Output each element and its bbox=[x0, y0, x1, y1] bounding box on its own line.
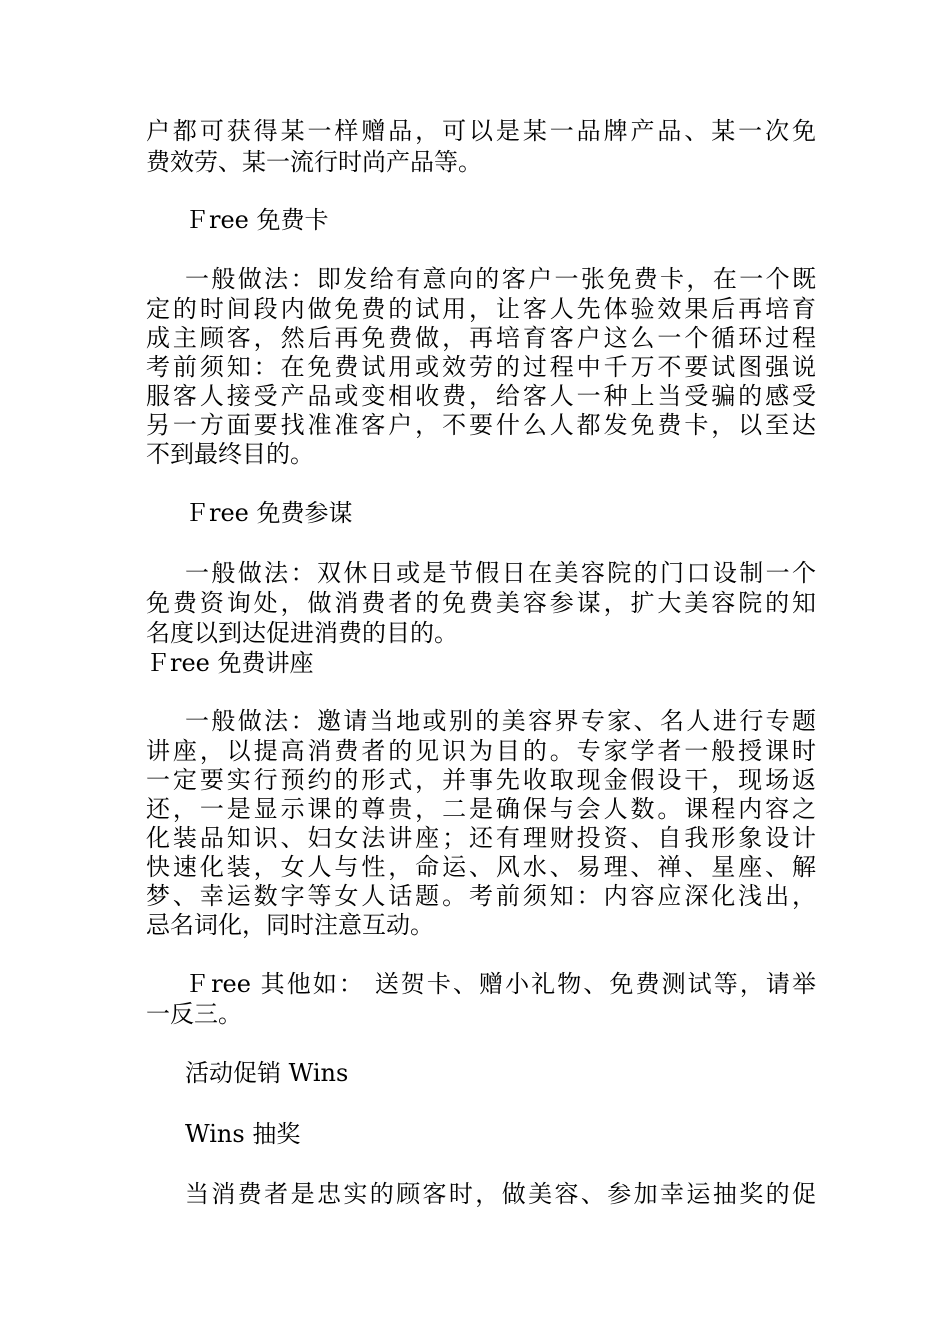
paragraph-line: Ｆree 其他如： 送贺卡、赠小礼物、免费测试等，请举 bbox=[185, 970, 816, 998]
paragraph-line: 不到最终目的。 bbox=[146, 440, 314, 468]
paragraph-line: 还，一是显示课的尊贵，二是确保与会人数。课程内容之 bbox=[146, 795, 816, 823]
section-heading-wins-lottery: Wins 抽奖 bbox=[185, 1120, 301, 1148]
paragraph-line: 一般做法：邀请当地或别的美容界专家、名人进行专题 bbox=[185, 707, 816, 735]
paragraph-line: 考前须知：在免费试用或效劳的过程中千万不要试图强说 bbox=[146, 353, 816, 381]
paragraph-line: 服客人接受产品或变相收费，给客人一种上当受骗的感受 bbox=[146, 382, 816, 410]
paragraph-line: 一般做法：双休日或是节假日在美容院的门口设制一个 bbox=[185, 559, 816, 587]
paragraph-line: 定的时间段内做免费的试用，让客人先体验效果后再培育 bbox=[146, 295, 816, 323]
paragraph-line: 当消费者是忠实的顾客时，做美容、参加幸运抽奖的促 bbox=[185, 1180, 816, 1208]
paragraph-line: 名度以到达促进消费的目的。 bbox=[146, 619, 458, 647]
paragraph-line: 讲座，以提高消费者的见识为目的。专家学者一般授课时 bbox=[146, 737, 816, 765]
paragraph-line: 免费资询处，做消费者的免费美容参谋，扩大美容院的知 bbox=[146, 589, 816, 617]
section-heading-free-consultant: Ｆree 免费参谋 bbox=[185, 499, 353, 527]
paragraph-line: 户都可获得某一样赠品，可以是某一品牌产品、某一次免 bbox=[146, 117, 816, 145]
paragraph-line: 忌名词化，同时注意互动。 bbox=[146, 911, 434, 939]
section-heading-promotion-wins: 活动促销 Wins bbox=[185, 1059, 349, 1087]
paragraph-line: 一定要实行预约的形式，并事先收取现金假设干，现场返 bbox=[146, 766, 816, 794]
paragraph-line: 快速化装，女人与性，命运、风水、易理、禅、星座、解 bbox=[146, 853, 816, 881]
paragraph-line: 化装品知识、妇女法讲座；还有理财投资、自我形象设计 bbox=[146, 824, 816, 852]
paragraph-line: 成主顾客，然后再免费做，再培育客户这么一个循环过程 bbox=[146, 324, 816, 352]
section-heading-free-card: Ｆree 免费卡 bbox=[185, 206, 329, 234]
paragraph-line: 另一方面要找准准客户，不要什么人都发免费卡，以至达 bbox=[146, 411, 816, 439]
section-heading-free-lecture: Ｆree 免费讲座 bbox=[146, 649, 314, 677]
paragraph-line: 一反三。 bbox=[146, 1000, 242, 1028]
paragraph-line: 费效劳、某一流行时尚产品等。 bbox=[146, 148, 482, 176]
paragraph-line: 一般做法：即发给有意向的客户一张免费卡，在一个既 bbox=[185, 265, 816, 293]
paragraph-line: 梦、幸运数字等女人话题。考前须知：内容应深化浅出， bbox=[146, 882, 816, 910]
